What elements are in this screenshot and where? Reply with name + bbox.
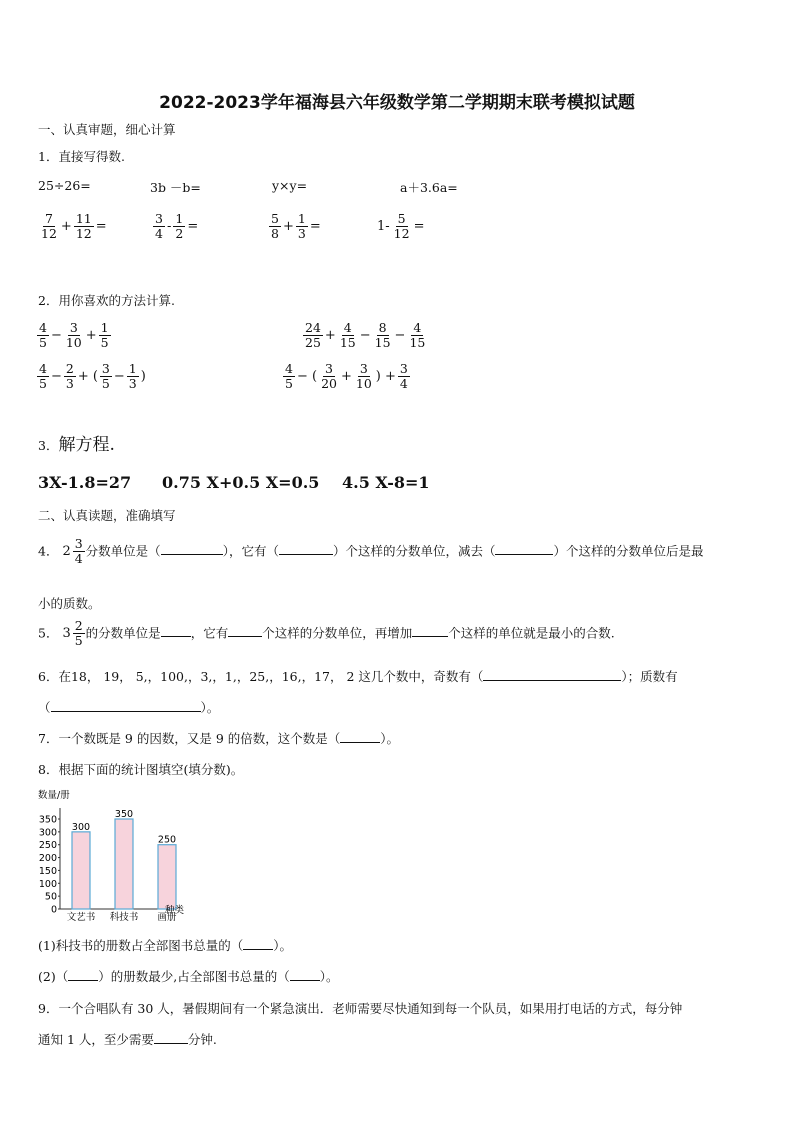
q1-item-2: 3b －b= (150, 180, 201, 195)
q2-expr-4: $\frac{4}{5}$ − ( $\frac{3}{20}$ + $\frac{3}{10}$ ) + $\frac{3}{4}$ (285, 361, 408, 392)
answer-blank[interactable] (243, 937, 273, 950)
y-tick-label: 250 (38, 840, 57, 852)
fraction: $\frac{1}{2}$ (175, 211, 184, 242)
q2-expr-1: $\frac{4}{5}$ − $\frac{3}{10}$ + $\frac{1}{5}$ (39, 320, 109, 351)
q2-expr-2: $\frac{24}{25}$ + $\frac{4}{15}$ − $\frac{8}{15}$ − $\frac{4}{15}$ (305, 320, 426, 351)
q6-line-2: （ ）。 (38, 700, 220, 715)
category-label: 文艺书 (66, 912, 96, 923)
y-tick-label: 350 (38, 814, 57, 826)
y-tick-label: 200 (38, 853, 57, 865)
q3-equation-2: 0.75 X+0.5 X=0.5 (162, 473, 320, 492)
q9-line-2: 通知 1 人，至少需要 分钟. (38, 1032, 217, 1047)
q3-heading: 3．解方程. (38, 435, 115, 455)
fraction: $\frac{5}{8}$ (271, 211, 279, 242)
answer-blank[interactable] (340, 730, 380, 743)
bar (72, 832, 90, 909)
answer-blank[interactable] (290, 968, 320, 981)
q1-item-3: y×y= (272, 178, 308, 193)
q2-label: 2．用你喜欢的方法计算. (38, 293, 175, 308)
answer-blank[interactable] (412, 624, 448, 637)
fraction: $\frac{1}{3}$ (297, 211, 306, 242)
bar-value-label: 250 (157, 834, 177, 846)
bar (158, 845, 176, 909)
bar-chart (36, 788, 196, 923)
answer-blank[interactable] (161, 542, 223, 555)
chart-xlabel: 种类 (165, 905, 185, 916)
bar-value-label: 350 (114, 809, 134, 820)
fraction: $\frac{11}{12}$ (75, 211, 92, 242)
q4-line-1: 4． 2 $\frac{3}{4}$ 分数单位是（ ），它有（ ）个这样的分数单位，减去（ ）个这样的分数单位后是最 (38, 536, 704, 567)
category-label: 科技书 (109, 912, 139, 923)
section-heading-2: 二、认真读题，准确填写 (38, 508, 176, 523)
q2-expr-3: $\frac{4}{5}$ − $\frac{2}{3}$ + ( $\frac{3}{5}$ − $\frac{1}{3}$ ) (39, 361, 146, 392)
section-heading-1: 一、认真审题，细心计算 (38, 122, 176, 137)
q1-frac-expr-4: 1- $\frac{5}{12}$ = (377, 211, 425, 242)
answer-blank[interactable] (154, 1031, 188, 1044)
q5-line: 5． 3 $\frac{2}{5}$ 的分数单位是 ，它有 个这样的分数单位，再增加 个这样的单位就是最小的合数. (38, 618, 615, 649)
q9-line-1: 9．一个合唱队有 30 人，暑假期间有一个紧急演出．老师需要尽快通知到每一个队员，如果用打电话的方式，每分钟 (38, 1001, 683, 1016)
q3-equation-1: 3X-1.8=27 (38, 473, 132, 492)
q8-sub-1: (1)科技书的册数占全部图书总量的（ ）。 (38, 938, 292, 953)
y-tick-label: 0 (50, 904, 57, 916)
q8-sub-2: (2)（ ）的册数最少,占全部图书总量的（ ）。 (38, 969, 339, 984)
q1-frac-expr-2: $\frac{3}{4}$ - $\frac{1}{2}$ = (155, 211, 199, 242)
y-tick-label: 50 (44, 891, 57, 903)
y-tick-label: 150 (38, 865, 57, 877)
q8-label: 8．根据下面的统计图填空(填分数)。 (38, 762, 244, 777)
fraction: $\frac{7}{12}$ (41, 211, 57, 242)
answer-blank[interactable] (228, 624, 262, 637)
y-tick-label: 100 (38, 878, 57, 890)
chart-ylabel: 数量/册 (38, 790, 70, 801)
answer-blank[interactable] (51, 699, 201, 712)
answer-blank[interactable] (495, 542, 553, 555)
q1-frac-expr-3: $\frac{5}{8}$ + $\frac{1}{3}$ = (271, 211, 321, 242)
answer-blank[interactable] (68, 968, 98, 981)
bar-value-label: 300 (71, 821, 91, 833)
mixed-number: 3 $\frac{2}{5}$ (62, 618, 83, 649)
fraction: $\frac{5}{12}$ (393, 211, 410, 242)
page-title: 2022-2023学年福海县六年级数学第二学期期末联考模拟试题 (159, 93, 635, 113)
category-label: 画册 (157, 912, 177, 923)
q1-label: 1．直接写得数. (38, 149, 125, 164)
q3-equation-3: 4.5 X-8=1 (342, 473, 430, 492)
q1-item-1: 25÷26= (38, 178, 91, 193)
q4-line-2: 小的质数。 (38, 596, 101, 611)
mixed-number: 2 $\frac{3}{4}$ (62, 536, 83, 567)
answer-blank[interactable] (279, 542, 333, 555)
answer-blank[interactable] (483, 668, 621, 681)
fraction: $\frac{3}{4}$ (155, 211, 163, 242)
q1-item-4: a＋3.6a= (400, 180, 458, 195)
answer-blank[interactable] (161, 624, 191, 637)
y-tick-label: 300 (38, 827, 57, 839)
q6-line-1: 6．在18， 19， 5,，100,，3,，1,，25,，16,，17， 2 这几个数中，奇数有（ ）；质数有 (38, 669, 678, 684)
bar (115, 819, 133, 909)
q7-line: 7．一个数既是 9 的因数，又是 9 的倍数，这个数是（ ）。 (38, 731, 400, 746)
q1-frac-expr-1: $\frac{7}{12}$ + $\frac{11}{12}$ = (41, 211, 107, 242)
